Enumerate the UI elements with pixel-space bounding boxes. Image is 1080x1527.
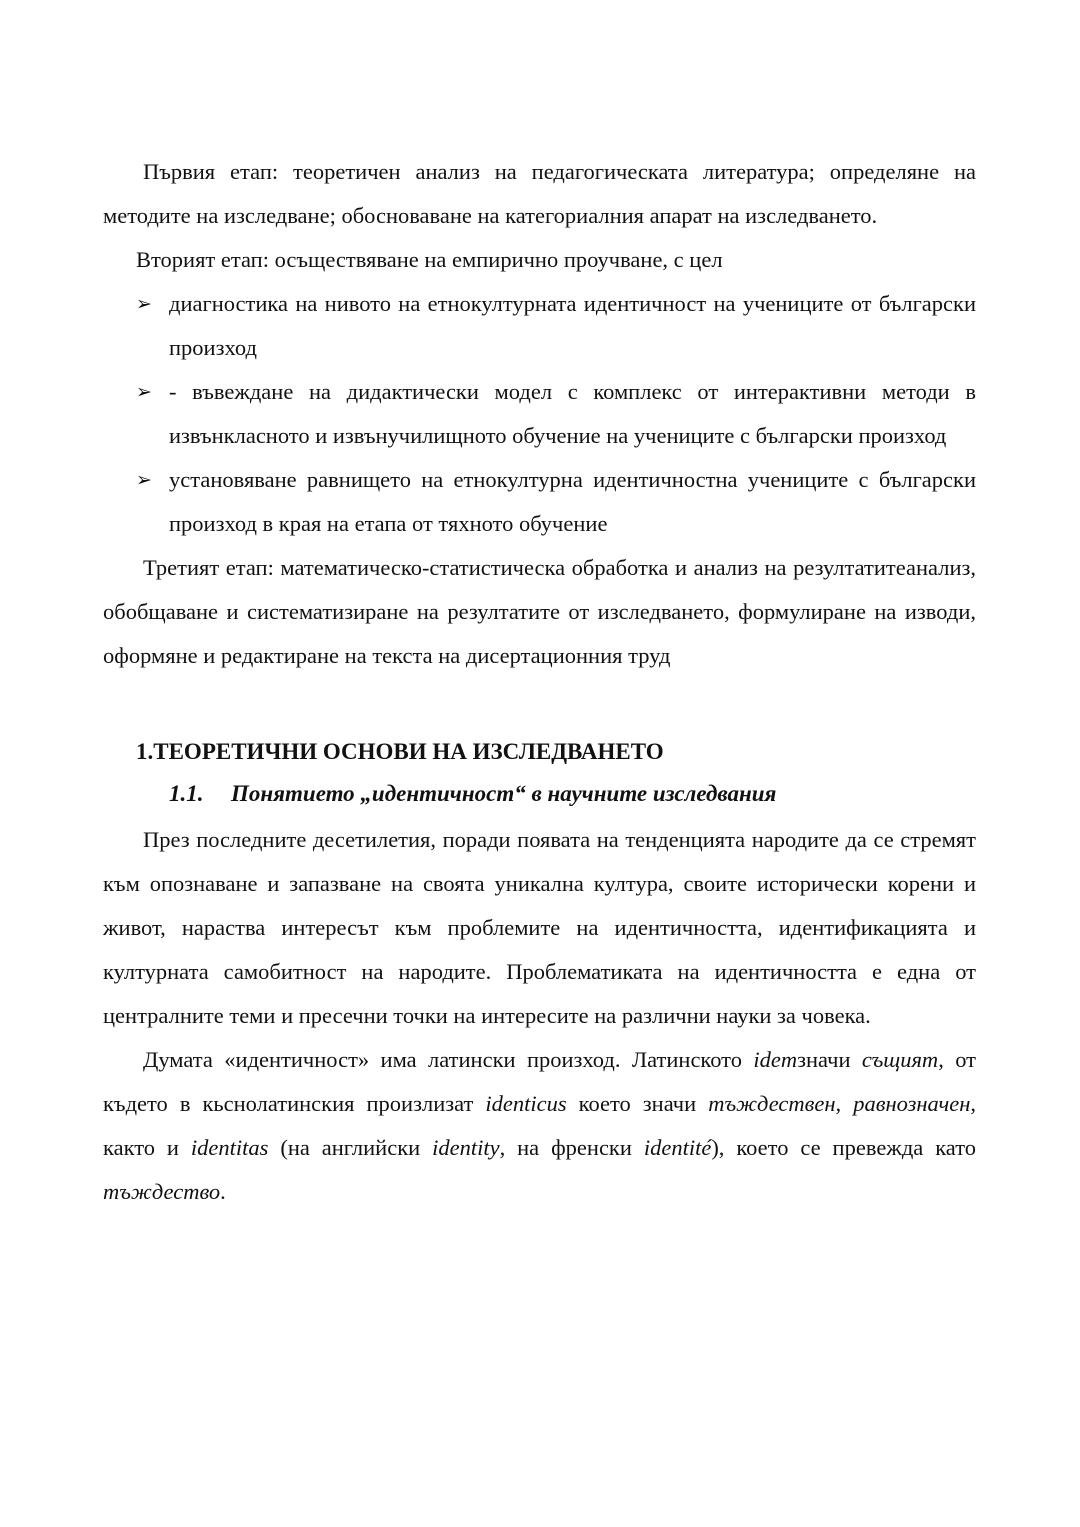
list-item: [103, 458, 976, 546]
text-run: , на френски: [499, 1135, 644, 1160]
paragraph-third-stage: Третият етап: математическо-статистическа обработка и анализ на резултатитеанализ, обобщаване и систематизиране на резултатите от изследването, формулиране на изводи, оформяне и редактиране на текста на дисертационния труд: [103, 555, 976, 668]
text-run: Думата «идентичност» има латински произход. Латинското: [143, 1047, 754, 1072]
english-term: identity: [432, 1135, 500, 1160]
italic-term: тъждествен, равнозначен: [708, 1091, 971, 1116]
latin-term: identicus: [485, 1091, 567, 1116]
text-run: ), което се превежда като: [711, 1135, 976, 1160]
subsection-title: Понятието „идентичност“ в научните изследвания: [231, 781, 777, 806]
text-run: което значи: [566, 1091, 709, 1116]
paragraph-identity-etymology: [103, 1038, 976, 1214]
list-item-text: диагностика на нивото на етнокултурната идентичност на учениците от български произход: [169, 291, 976, 360]
list-item: [103, 370, 976, 458]
paragraph-first-stage: Първия етап: теоретичен анализ на педагогическата литература; определяне на методите на изследване; обосноваване на категориалния апарат на изследването.: [103, 159, 976, 228]
bullet-list: [103, 282, 976, 546]
list-item: [103, 282, 976, 370]
italic-term: същият: [861, 1047, 939, 1072]
subsection-heading: [169, 774, 976, 814]
french-term: identité: [643, 1135, 712, 1160]
list-item-text: - въвеждане на дидактически модел с комплекс от интерактивни методи в извънкласното и извънучилищното обучение на учениците с български произход: [169, 379, 976, 448]
section-spacer: [103, 678, 976, 730]
paragraph-second-stage: Вторият етап: осъществяване на емпирично проучване, с цел: [136, 247, 723, 272]
text-run: (на английски: [268, 1135, 433, 1160]
latin-term: identitas: [190, 1135, 269, 1160]
section-heading: 1.ТЕОРЕТИЧНИ ОСНОВИ НА ИЗСЛЕДВАНЕТО: [136, 739, 664, 764]
text-run: , от където в кьснолатинския произлизат: [103, 1047, 976, 1116]
arrowhead-bullet-icon: ➢: [136, 293, 152, 315]
text-run: .: [220, 1179, 226, 1204]
paragraph-identity-intro: През последните десетилетия, поради появата на тенденцията народите да се стремят към опознаване и запазване на своята уникална култура, своите исторически корени и живот, нараства интересът към проблемите на идентичността, идентификацията и културната самобитност на народите. Проблематиката на идентичността е една от централните теми и пресечни точки на интересите на различни науки за човека.: [103, 827, 976, 1028]
arrowhead-bullet-icon: ➢: [136, 381, 152, 403]
arrowhead-bullet-icon: ➢: [136, 469, 152, 491]
text-run: значи: [797, 1047, 862, 1072]
subsection-number: 1.1.: [169, 781, 204, 806]
text-run: , както и: [103, 1091, 976, 1160]
list-item-text: установяване равнището на етнокултурна идентичностна учениците с български произход в края на етапа от тяхното обучение: [169, 467, 976, 536]
latin-term: idem: [753, 1047, 798, 1072]
italic-term: тъждество: [103, 1179, 221, 1204]
